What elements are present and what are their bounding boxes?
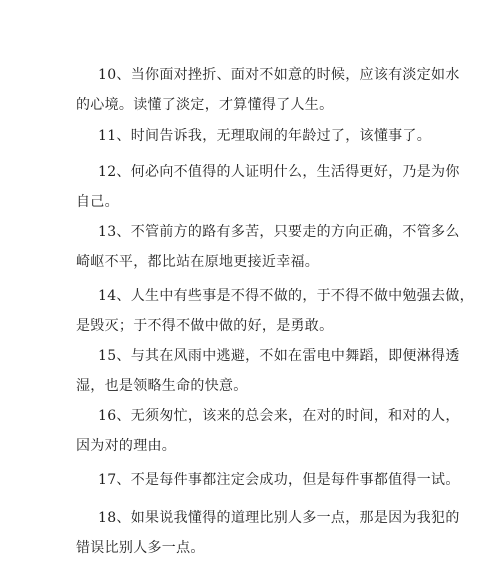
quote-line: 是毁灭；于不得不做中做的好，是勇敢。	[76, 318, 334, 334]
quote-line: 16、无须匆忙，该来的总会来，在对的时间，和对的人，	[98, 408, 460, 424]
quote-entry	[76, 401, 460, 461]
quote-entry	[76, 503, 460, 563]
quote-entry	[76, 217, 460, 277]
quote-line: 13、不管前方的路有多苦，只要走的方向正确，不管多么	[98, 224, 460, 240]
quote-entry	[76, 341, 460, 401]
quote-line: 14、人生中有些事是不得不做的，于不得不做中勉强去做，	[98, 288, 474, 304]
quote-line: 15、与其在风雨中逃避，不如在雷电中舞蹈，即便淋得透	[98, 348, 460, 364]
quote-line: 崎岖不平，都比站在原地更接近幸福。	[76, 254, 320, 270]
quote-line: 因为对的理由。	[76, 438, 177, 454]
quote-line: 湿，也是领略生命的快意。	[76, 378, 248, 394]
quote-entry	[76, 281, 474, 341]
quote-line: 错误比别人多一点。	[76, 540, 205, 556]
quote-line: 自己。	[76, 194, 119, 210]
quote-entry	[76, 121, 436, 151]
quote-entry	[76, 60, 460, 120]
quote-line: 10、当你面对挫折、面对不如意的时候，应该有淡定如水	[98, 67, 460, 83]
quote-entry	[76, 465, 460, 495]
quote-line: 的心境。读懂了淡定，才算懂得了人生。	[76, 97, 334, 113]
quote-entry	[76, 157, 460, 217]
quote-line: 12、何必向不值得的人证明什么，生活得更好，乃是为你	[98, 164, 460, 180]
quote-line: 18、如果说我懂得的道理比别人多一点，那是因为我犯的	[98, 510, 460, 526]
quote-line: 11、时间告诉我，无理取闹的年龄过了，该懂事了。	[98, 128, 432, 144]
quote-line: 17、不是每件事都注定会成功，但是每件事都值得一试。	[98, 472, 460, 488]
